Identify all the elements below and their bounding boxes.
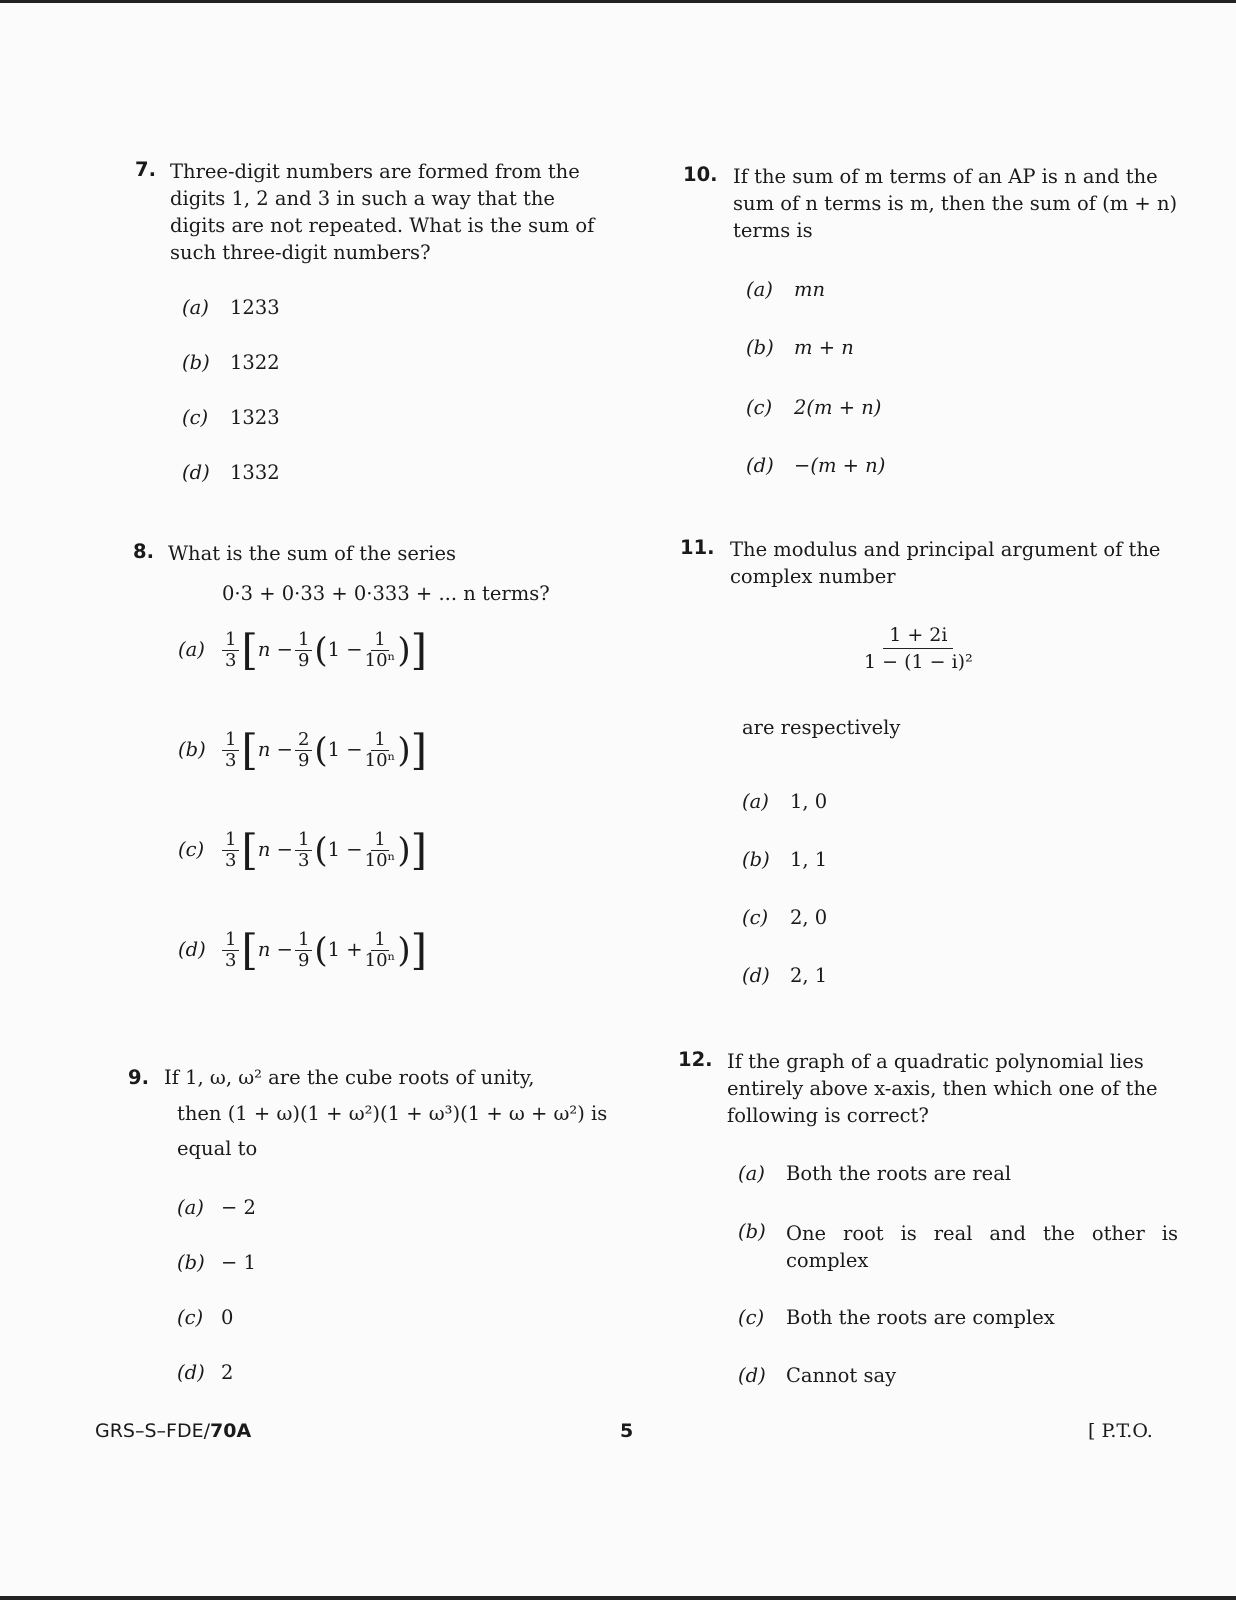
minus-sign: − xyxy=(276,638,293,661)
inner-fraction xyxy=(295,830,312,871)
question-number: 11. xyxy=(680,536,715,559)
option-label: (c) xyxy=(178,838,205,861)
option-text: 2(m + n) xyxy=(794,396,882,419)
sign: − xyxy=(346,838,363,861)
fraction-numerator: 1 + 2i xyxy=(883,622,953,649)
coefficient-fraction xyxy=(222,730,239,771)
inner-fraction xyxy=(295,630,312,671)
option-text: Cannot say xyxy=(786,1364,897,1387)
option-label: (b) xyxy=(746,336,774,359)
numerator: 1 xyxy=(295,630,312,651)
option-label: (a) xyxy=(178,638,205,661)
question-number: 8. xyxy=(133,540,154,563)
denominator: 10ⁿ xyxy=(364,750,396,771)
variable-n: n xyxy=(257,638,271,661)
option-text: 1, 1 xyxy=(790,848,828,871)
denominator: 3 xyxy=(225,750,237,771)
numerator: 2 xyxy=(295,730,312,751)
option-text: 1233 xyxy=(230,296,280,319)
sign: − xyxy=(346,738,363,761)
option-label: (a) xyxy=(182,296,209,319)
option-text: 1332 xyxy=(230,461,280,484)
option-b[interactable] xyxy=(742,848,827,871)
option-c[interactable] xyxy=(177,1306,233,1329)
denominator: 3 xyxy=(225,850,237,871)
option-label: (d) xyxy=(178,938,206,961)
bottom-border xyxy=(0,1596,1236,1600)
paper-code xyxy=(95,1420,251,1442)
option-text: mn xyxy=(794,278,826,301)
left-paren: ( xyxy=(314,630,328,671)
numerator: 1 xyxy=(371,630,388,651)
option-c[interactable] xyxy=(742,906,827,929)
option-b[interactable] xyxy=(177,1251,256,1274)
numerator: 1 xyxy=(371,930,388,951)
option-label: (a) xyxy=(738,1162,765,1185)
question-number: 12. xyxy=(678,1048,713,1071)
option-d[interactable] xyxy=(742,964,827,987)
option-label: (c) xyxy=(177,1306,204,1329)
minus-sign: − xyxy=(276,838,293,861)
option-text: Both the roots are real xyxy=(786,1162,1012,1185)
option-a[interactable] xyxy=(742,790,827,813)
option-b[interactable] xyxy=(738,1220,1178,1274)
question-stem: The modulus and principal argument of the complex number xyxy=(730,538,1161,588)
inner-fraction xyxy=(295,930,312,971)
left-paren: ( xyxy=(314,830,328,871)
top-border xyxy=(0,0,1236,3)
denominator: 9 xyxy=(297,650,310,671)
question-stem: What is the sum of the series xyxy=(168,542,457,565)
option-text: −(m + n) xyxy=(794,454,886,477)
denominator: 9 xyxy=(297,750,310,771)
numerator: 1 xyxy=(295,930,312,951)
left-paren: ( xyxy=(314,930,328,971)
option-text: 1, 0 xyxy=(790,790,828,813)
option-a[interactable] xyxy=(177,1196,256,1219)
option-a[interactable] xyxy=(182,296,280,319)
right-bracket: ] xyxy=(410,925,427,975)
question-number: 7. xyxy=(135,158,156,181)
right-paren: ) xyxy=(397,830,411,871)
power-fraction xyxy=(365,630,396,671)
question-number: 9. xyxy=(128,1066,149,1089)
option-label: (a) xyxy=(177,1196,204,1219)
series-expression: 0·3 + 0·33 + 0·333 + ... n terms? xyxy=(222,582,550,605)
denominator: 10ⁿ xyxy=(364,850,396,871)
right-paren: ) xyxy=(397,630,411,671)
option-text: One root is real and the other is complex xyxy=(786,1222,1178,1272)
minus-sign: − xyxy=(276,938,293,961)
option-label: (d) xyxy=(738,1364,766,1387)
option-label: (c) xyxy=(738,1306,765,1329)
paper-code-bold: 70A xyxy=(210,1420,252,1442)
right-paren: ) xyxy=(397,930,411,971)
option-text: 1322 xyxy=(230,351,280,374)
sign: + xyxy=(346,938,363,961)
option-text: 2 xyxy=(221,1361,234,1384)
option-text: 0 xyxy=(221,1306,234,1329)
option-label: (c) xyxy=(746,396,773,419)
option-label: (d) xyxy=(742,964,770,987)
numerator: 1 xyxy=(371,830,388,851)
option-label: (c) xyxy=(182,406,209,429)
option-d[interactable] xyxy=(738,1364,896,1387)
numerator: 1 xyxy=(222,930,239,951)
question-stem-line1: If 1, ω, ω² are the cube roots of unity, xyxy=(164,1066,535,1089)
option-label: (b) xyxy=(177,1251,205,1274)
option-b[interactable] xyxy=(182,351,280,374)
right-paren: ) xyxy=(397,730,411,771)
option-label: (b) xyxy=(178,738,206,761)
option-label: (b) xyxy=(738,1220,766,1243)
power-fraction xyxy=(365,930,396,971)
option-d[interactable] xyxy=(177,1361,233,1384)
left-bracket: [ xyxy=(241,625,258,675)
option-label: (a) xyxy=(746,278,773,301)
question-number: 10. xyxy=(683,163,718,186)
option-b[interactable] xyxy=(746,336,854,359)
numerator: 1 xyxy=(295,830,312,851)
question-stem-after: are respectively xyxy=(742,716,901,739)
option-label: (b) xyxy=(182,351,210,374)
option-text: Both the roots are complex xyxy=(786,1306,1055,1329)
numerator: 1 xyxy=(222,830,239,851)
option-a[interactable] xyxy=(178,625,427,675)
variable-n: n xyxy=(257,838,271,861)
minus-sign: − xyxy=(276,738,293,761)
right-bracket: ] xyxy=(410,625,427,675)
option-text: 1323 xyxy=(230,406,280,429)
pto-note: [ P.T.O. xyxy=(1088,1420,1153,1442)
option-label: (d) xyxy=(177,1361,205,1384)
option-c[interactable] xyxy=(738,1306,1055,1329)
paper-code-text: GRS–S–FDE/ xyxy=(95,1420,211,1442)
option-a[interactable] xyxy=(746,278,825,301)
option-a[interactable] xyxy=(738,1162,1011,1185)
variable-n: n xyxy=(257,738,271,761)
inner-fraction xyxy=(295,730,312,771)
denominator: 10ⁿ xyxy=(364,950,396,971)
denominator: 9 xyxy=(297,950,310,971)
question-stem: If the graph of a quadratic polynomial lies entirely above x-axis, then which one of the following is correct? xyxy=(727,1050,1158,1127)
option-label: (c) xyxy=(742,906,769,929)
option-b[interactable] xyxy=(178,725,427,775)
option-label: (d) xyxy=(182,461,210,484)
option-text: 2, 1 xyxy=(790,964,828,987)
option-label: (a) xyxy=(742,790,769,813)
option-text: m + n xyxy=(794,336,854,359)
power-fraction xyxy=(365,830,396,871)
variable-n: n xyxy=(257,938,271,961)
fraction-denominator: 1 − (1 − i)² xyxy=(864,651,973,673)
option-label: (b) xyxy=(742,848,770,871)
one: 1 xyxy=(327,738,341,761)
option-text: − 1 xyxy=(221,1251,256,1274)
option-label: (d) xyxy=(746,454,774,477)
one: 1 xyxy=(327,938,341,961)
left-bracket: [ xyxy=(241,925,258,975)
question-stem-line3: equal to xyxy=(177,1137,258,1160)
coefficient-fraction xyxy=(222,930,239,971)
right-bracket: ] xyxy=(410,725,427,775)
page-number: 5 xyxy=(620,1420,634,1442)
coefficient-fraction xyxy=(222,830,239,871)
option-text: 2, 0 xyxy=(790,906,828,929)
option-c[interactable] xyxy=(746,396,881,419)
option-d[interactable] xyxy=(178,925,427,975)
numerator: 1 xyxy=(222,730,239,751)
coefficient-fraction xyxy=(222,630,239,671)
left-bracket: [ xyxy=(241,825,258,875)
numerator: 1 xyxy=(222,630,239,651)
one: 1 xyxy=(327,838,341,861)
option-d[interactable] xyxy=(746,454,885,477)
sign: − xyxy=(346,638,363,661)
question-stem-line2: then (1 + ω)(1 + ω²)(1 + ω³)(1 + ω + ω²) is xyxy=(177,1102,608,1125)
question-stem: Three-digit numbers are formed from the digits 1, 2 and 3 in such a way that the digits are not repeated. What is the sum of such three-digit numbers? xyxy=(170,160,595,264)
option-d[interactable] xyxy=(182,461,280,484)
denominator: 3 xyxy=(225,950,237,971)
left-paren: ( xyxy=(314,730,328,771)
numerator: 1 xyxy=(371,730,388,751)
left-bracket: [ xyxy=(241,725,258,775)
denominator: 10ⁿ xyxy=(364,650,396,671)
right-bracket: ] xyxy=(410,825,427,875)
denominator: 3 xyxy=(225,650,237,671)
option-c[interactable] xyxy=(178,825,427,875)
denominator: 3 xyxy=(297,850,310,871)
complex-number-fraction xyxy=(862,622,975,675)
option-c[interactable] xyxy=(182,406,280,429)
power-fraction xyxy=(365,730,396,771)
one: 1 xyxy=(327,638,341,661)
question-stem: If the sum of m terms of an AP is n and the sum of n terms is m, then the sum of (m + n) terms is xyxy=(733,165,1178,242)
option-text: − 2 xyxy=(221,1196,256,1219)
